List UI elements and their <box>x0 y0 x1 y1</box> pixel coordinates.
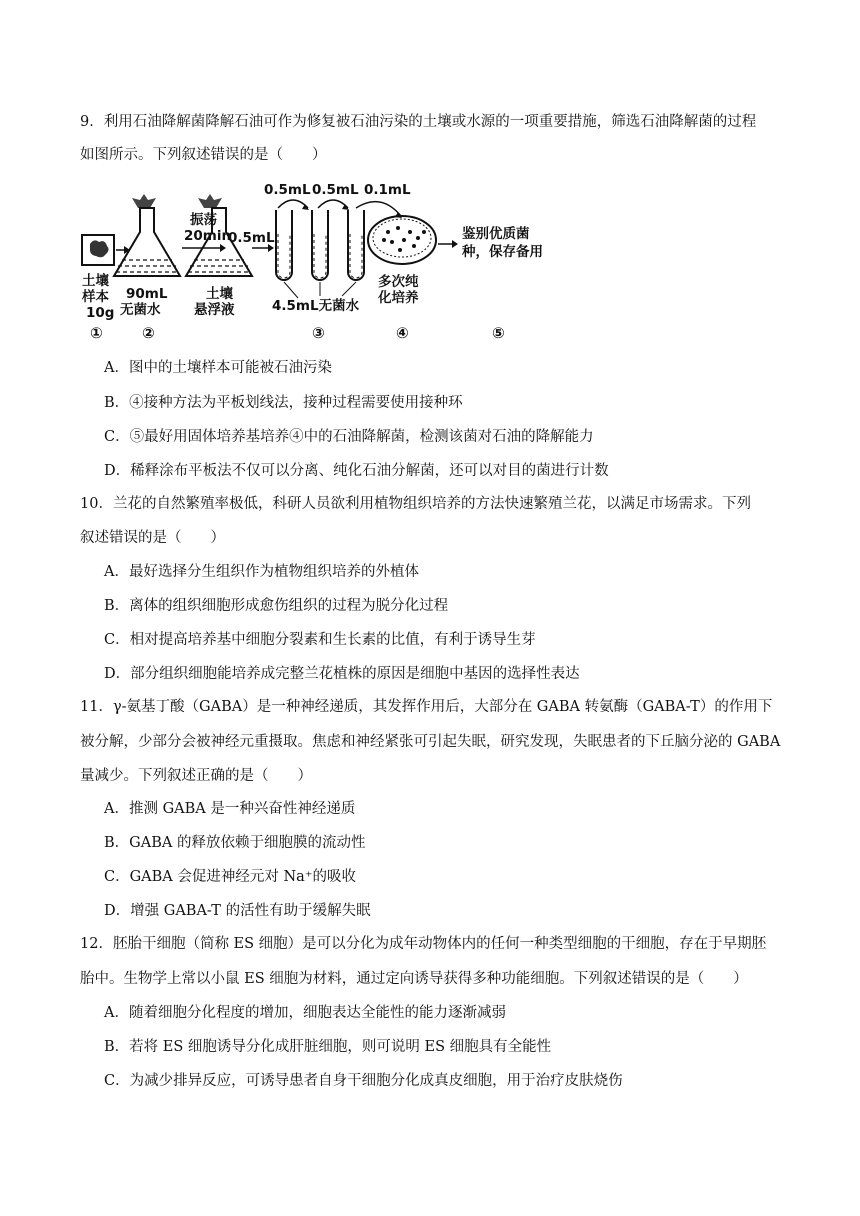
arrow-icon <box>452 240 458 248</box>
flask1-label-1: 90mL <box>126 286 168 302</box>
soil-label-1: 土壤 <box>82 273 109 289</box>
q9-process-diagram <box>80 180 600 345</box>
transfer-label: 0.5mL <box>228 230 275 246</box>
q12-stem-line2: 胎中。生物学上常以小鼠 ES 细胞为材料，通过定向诱导获得多种功能细胞。下列叙述错误的是（ ） <box>80 971 748 987</box>
shake-label-2: 20min <box>184 228 232 244</box>
stopper-icon <box>132 194 156 208</box>
tube-3-icon <box>348 210 364 280</box>
stopper-icon <box>198 194 222 208</box>
step-1: ① <box>90 324 103 342</box>
q12-option-a: A．随着细胞分化程度的增加，细胞表达全能性的能力逐渐减弱 <box>104 1005 506 1021</box>
tube-top-2: 0.5mL <box>312 182 359 198</box>
q11-stem-line1: 11．γ-氨基丁酸（GABA）是一种神经递质，其发挥作用后，大部分在 GABA 转氨酶（GABA-T）的作用下 <box>80 699 773 715</box>
step-4: ④ <box>396 324 409 342</box>
flask1-label-2: 无菌水 <box>120 302 161 318</box>
soil-label-3: 10g <box>86 305 115 321</box>
final-label-2: 种，保存备用 <box>462 244 543 260</box>
tube-top-1: 0.5mL <box>264 182 311 198</box>
q9-option-c: C．⑤最好用固体培养基培养④中的石油降解菌，检测该菌对石油的降解能力 <box>104 429 594 445</box>
q11-option-b: B．GABA 的释放依赖于细胞膜的流动性 <box>104 835 366 851</box>
tube-top-3: 0.1mL <box>364 182 411 198</box>
q11-stem-line2: 被分解，少部分会被神经元重摄取。焦虑和神经紧张可引起失眠，研究发现，失眠患者的下丘脑分泌的 GABA <box>80 734 781 750</box>
q9-stem-line2: 如图所示。下列叙述错误的是（ ） <box>80 147 327 163</box>
step-3: ③ <box>312 324 325 342</box>
q11-option-d: D．增强 GABA-T 的活性有助于缓解失眠 <box>104 903 371 919</box>
q10-option-d: D．部分组织细胞能培养成完整兰花植株的原因是细胞中基因的选择性表达 <box>104 666 580 682</box>
flask2-label-2: 悬浮液 <box>194 302 235 318</box>
tube-label: 4.5mL无菌水 <box>272 298 360 314</box>
q10-stem-line1: 10．兰花的自然繁殖率极低，科研人员欲利用植物组织培养的方法快速繁殖兰花，以满足市场需求。下列 <box>80 496 751 512</box>
plate-label-2: 化培养 <box>378 290 419 306</box>
q9-stem-line1: 9．利用石油降解菌降解石油可作为修复被石油污染的土壤或水源的一项重要措施，筛选石油降解菌的过程 <box>80 114 757 130</box>
q11-option-c: C．GABA 会促进神经元对 Na⁺的吸收 <box>104 869 356 885</box>
q10-stem-line2: 叙述错误的是（ ） <box>80 530 225 546</box>
q10-option-b: B．离体的组织细胞形成愈伤组织的过程为脱分化过程 <box>104 598 449 614</box>
q12-option-c: C．为减少排异反应，可诱导患者自身干细胞分化成真皮细胞，用于治疗皮肤烧伤 <box>104 1073 623 1089</box>
q9-option-a: A．图中的土壤样本可能被石油污染 <box>104 360 332 376</box>
soil-clump-icon <box>90 240 109 257</box>
q12-stem-line1: 12．胚胎干细胞（简称 ES 细胞）是可以分化为成年动物体内的任何一种类型细胞的干细胞，存在于早期胚 <box>80 936 767 952</box>
q9-option-b: B．④接种方法为平板划线法，接种过程需要使用接种环 <box>104 395 463 411</box>
petri-dish-icon <box>368 216 436 264</box>
q11-stem-line3: 量减少。下列叙述正确的是（ ） <box>80 768 312 784</box>
q10-option-a: A．最好选择分生组织作为植物组织培养的外植体 <box>104 564 419 580</box>
arrow-icon <box>220 244 226 252</box>
tube-2-icon <box>312 210 328 280</box>
step-2a: ② <box>142 324 155 342</box>
q12-option-b: B．若将 ES 细胞诱导分化成肝脏细胞，则可说明 ES 细胞具有全能性 <box>104 1039 552 1055</box>
plate-label-1: 多次纯 <box>378 274 419 290</box>
flask2-label-1: 土壤 <box>206 286 233 302</box>
q11-option-a: A．推测 GABA 是一种兴奋性神经递质 <box>104 801 356 817</box>
shake-label-1: 振荡 <box>190 212 217 228</box>
tube-1-icon <box>276 210 292 280</box>
step-5: ⑤ <box>492 324 505 342</box>
q9-option-d: D．稀释涂布平板法不仅可以分离、纯化石油分解菌，还可以对目的菌进行计数 <box>104 463 609 479</box>
final-label-1: 鉴别优质菌 <box>462 226 530 242</box>
soil-label-2: 样本 <box>82 289 109 305</box>
q10-option-c: C．相对提高培养基中细胞分裂素和生长素的比值，有利于诱导生芽 <box>104 632 536 648</box>
